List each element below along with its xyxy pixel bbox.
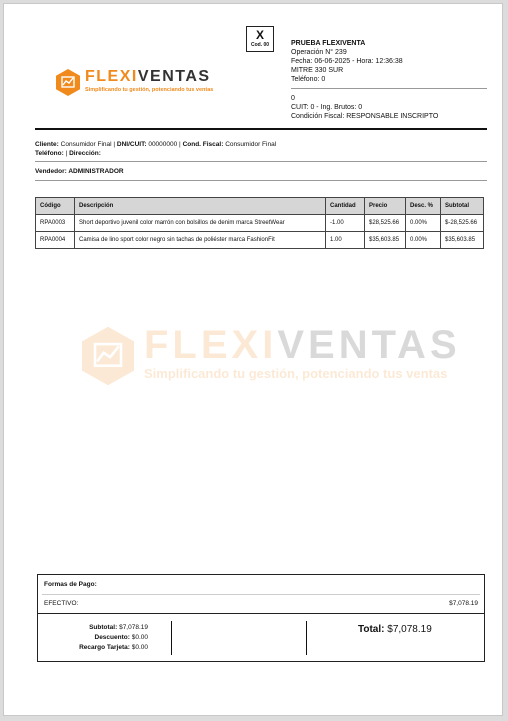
client-divider xyxy=(35,161,487,162)
header-code: Código xyxy=(36,198,75,215)
cell-discount: 0.00% xyxy=(406,215,441,232)
brand-tagline: Simplificando tu gestión, potenciando tus ventas xyxy=(85,87,214,93)
payment-divider xyxy=(42,594,480,595)
watermark-logo xyxy=(82,323,461,386)
cell-discount: 0.00% xyxy=(406,232,441,249)
header-subtotal: Subtotal xyxy=(441,198,484,215)
table-header-row xyxy=(36,198,484,215)
cell-price: $28,525.66 xyxy=(365,215,406,232)
tax-info xyxy=(291,94,438,121)
cell-subtotal: $-28,525.66 xyxy=(441,215,484,232)
company-phone: Teléfono: 0 xyxy=(291,76,326,83)
brand-logo xyxy=(56,69,216,99)
invoice-type-code: Cod. 00 xyxy=(250,42,270,48)
invoice-type-letter: X xyxy=(255,28,264,42)
client-line: Cliente: Consumidor Final | DNI/CUIT: 00000000 | Cond. Fiscal: Consumidor Final xyxy=(35,141,277,148)
discount-line: Descuento: $0.00 xyxy=(94,634,148,641)
client-info xyxy=(35,140,276,158)
totals-divider-right xyxy=(306,621,307,655)
items-table xyxy=(35,197,484,249)
header-price: Precio xyxy=(365,198,406,215)
tax-zero: 0 xyxy=(291,95,295,102)
header-description: Descripción xyxy=(75,198,326,215)
company-name: PRUEBA FLEXIVENTA xyxy=(291,40,366,47)
subtotals xyxy=(79,623,148,653)
surcharge-line: Recargo Tarjeta: $0.00 xyxy=(79,644,148,651)
header-quantity: Cantidad xyxy=(326,198,365,215)
header-discount: Desc. % xyxy=(406,198,441,215)
payment-methods-box xyxy=(37,574,485,614)
operation-number: Operación N° 239 xyxy=(291,49,347,56)
issue-datetime: Fecha: 06-06-2025 - Hora: 12:36:38 xyxy=(291,58,403,65)
company-address: MITRE 330 SUR xyxy=(291,67,344,74)
client-contact-line: Teléfono: | Dirección: xyxy=(35,150,101,157)
invoice-page xyxy=(3,3,503,716)
watermark-tagline: Simplificando tu gestión, potenciando tus ventas xyxy=(144,366,448,381)
totals-divider-left xyxy=(171,621,172,655)
table-row xyxy=(36,215,484,232)
fiscal-condition: Condición Fiscal: RESPONSABLE INSCRIPTO xyxy=(291,113,439,120)
company-info xyxy=(291,39,403,84)
cell-description: Camisa de lino sport color negro sin tachas de poliéster marca FashionFit xyxy=(75,232,326,249)
header-divider xyxy=(35,128,487,130)
payment-method: EFECTIVO: xyxy=(44,600,79,607)
brand-name: FLEXIVENTAS xyxy=(85,68,211,85)
cell-description: Short deportivo juvenil color marrón con bolsillos de denim marca StreetWear xyxy=(75,215,326,232)
table-row xyxy=(36,232,484,249)
invoice-type-box xyxy=(246,26,274,52)
payment-title: Formas de Pago: xyxy=(44,581,97,588)
watermark-brand-name: FLEXIVENTAS xyxy=(144,323,461,367)
company-divider xyxy=(291,88,487,89)
grand-total: Total: $7,078.19 xyxy=(358,624,432,635)
cell-code: RPA0003 xyxy=(36,215,75,232)
cell-quantity: 1.00 xyxy=(326,232,365,249)
cell-quantity: -1.00 xyxy=(326,215,365,232)
cell-subtotal: $35,603.85 xyxy=(441,232,484,249)
seller-info: Vendedor: ADMINISTRADOR xyxy=(35,168,124,175)
cell-price: $35,603.85 xyxy=(365,232,406,249)
watermark-hexagon-icon xyxy=(82,326,134,386)
totals-box xyxy=(37,614,485,662)
cuit-info: CUIT: 0 - Ing. Brutos: 0 xyxy=(291,104,363,111)
payment-amount: $7,078.19 xyxy=(449,600,478,607)
seller-divider xyxy=(35,180,487,181)
cell-code: RPA0004 xyxy=(36,232,75,249)
subtotal-line: Subtotal: $7,078.19 xyxy=(89,624,148,631)
logo-hexagon-icon xyxy=(56,69,80,96)
